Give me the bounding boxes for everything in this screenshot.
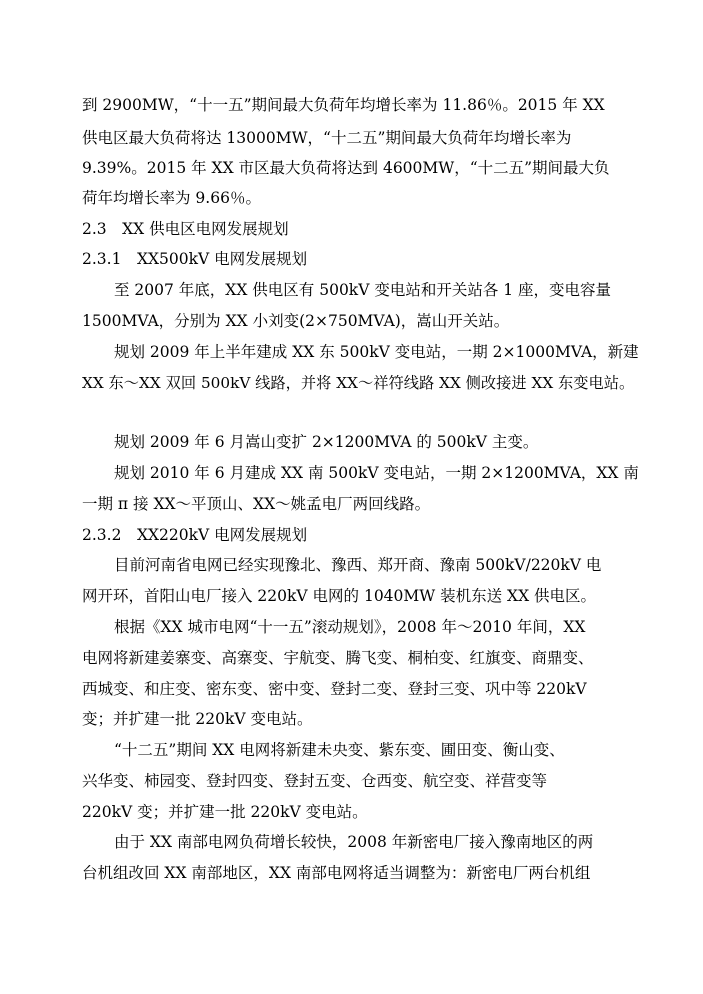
text-line: 变；并扩建一批 220kV 变电站。 [82,710,313,728]
text-line: 1500MVA，分别为 XX 小刘变(2×750MVA)，嵩山开关站。 [82,312,510,330]
text-line: 电网将新建姜寨变、高寨变、宇航变、腾飞变、桐柏变、红旗变、商鼎变、 [82,649,594,667]
subsection-heading-2-3-2: 2.3.2 XX220kV 电网发展规划 [82,526,308,544]
text-line: 荷年均增长率为 9.66％。 [82,189,261,207]
text-line: “十二五”期间 XX 电网将新建未央变、紫东变、圃田变、衡山变、 [114,741,565,759]
section-heading-2-3: 2.3 XX 供电区电网发展规划 [82,220,289,238]
paragraph-songshan-expansion: 规划 2009 年 6 月嵩山变扩 2×1200MVA 的 500kV 主变。 [114,433,539,451]
text-line: 到 2900MW，“十一五”期间最大负荷年均增长率为 11.86％。2015 年 XX [82,96,605,114]
text-line: 规划 2010 年 6 月建成 XX 南 500kV 变电站，一期 2×1200MVA，XX 南 [114,464,639,482]
text-line: 由于 XX 南部电网负荷增长较快，2008 年新密电厂接入豫南地区的两 [114,833,594,851]
text-line: 台机组改回 XX 南部地区，XX 南部电网将适当调整为：新密电厂两台机组 [82,864,591,882]
text-line: 西城变、和庄变、密东变、密中变、登封二变、登封三变、巩中等 220kV [82,680,587,698]
text-line: 目前河南省电网已经实现豫北、豫西、郑开商、豫南 500kV/220kV 电 [114,556,602,574]
text-line: 网开环，首阳山电厂接入 220kV 电网的 1040MW 装机东送 XX 供电区。 [82,587,597,605]
subsection-heading-2-3-1: 2.3.1 XX500kV 电网发展规划 [82,250,308,268]
text-line: 规划 2009 年上半年建成 XX 东 500kV 变电站，一期 2×1000MVA，新建 [114,343,639,361]
text-line: 根据《XX 城市电网“十一五”滚动规划》，2008 年～2010 年间，XX [114,618,586,636]
text-line: 一期 π 接 XX～平顶山、XX～姚孟电厂两回线路。 [82,495,431,513]
text-line: 兴华变、柿园变、登封四变、登封五变、仓西变、航空变、祥营变等 [82,772,548,790]
text-line: 供电区最大负荷将达 13000MW，“十二五”期间最大负荷年均增长率为 [82,129,572,147]
text-line: 至 2007 年底，XX 供电区有 500kV 变电站和开关站各 1 座，变电容量 [114,281,612,299]
text-line: XX 东～XX 双回 500kV 线路，并将 XX～祥符线路 XX 侧改接进 XX 东变电站。 [82,374,635,392]
text-line: 220kV 变；并扩建一批 220kV 变电站。 [82,803,368,821]
text-line: 9.39%。2015 年 XX 市区最大负荷将达到 4600MW，“十二五”期间最大负 [82,159,610,177]
